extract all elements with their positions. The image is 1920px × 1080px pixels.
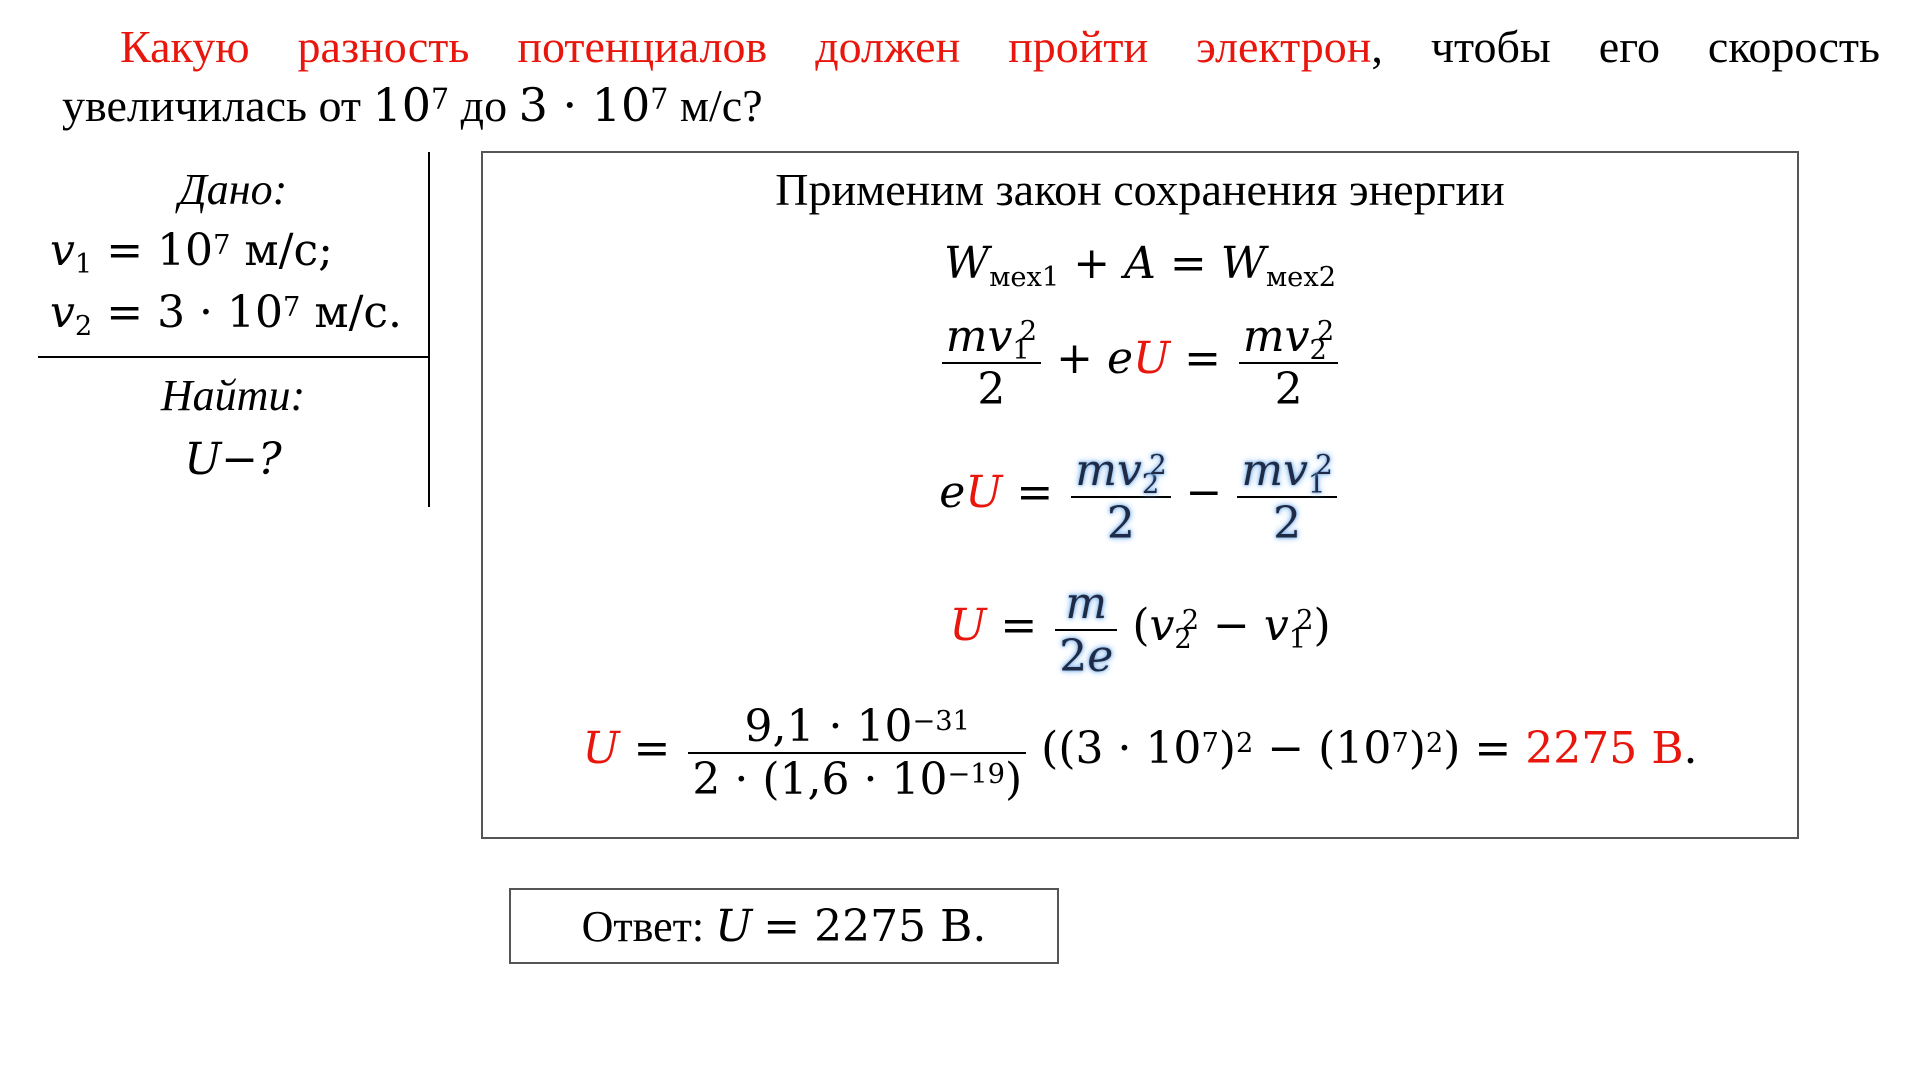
answer-value: = 2275 В. bbox=[763, 900, 987, 952]
solution-heading: Применим закон сохранения энергии bbox=[775, 164, 1505, 215]
given-v1: $v_1 = 10^7$ м/с; bbox=[50, 225, 333, 280]
problem-line-1 bbox=[62, 18, 1880, 76]
given-block bbox=[38, 152, 428, 507]
given-divider-horizontal bbox=[38, 356, 430, 358]
solution-box bbox=[481, 151, 1799, 839]
problem-line-2: увеличилась от $10^7$ до $3 \cdot 10^7$ м/с? bbox=[62, 78, 763, 132]
equation-energy: $W_{мех1} + A = W_{мех2}$ bbox=[943, 238, 1337, 293]
problem-text: , чтобы его скорость bbox=[1371, 21, 1880, 72]
problem-highlight: Какую разность потенциалов должен пройти электрон bbox=[120, 21, 1372, 72]
given-divider-vertical bbox=[428, 152, 430, 507]
equation-kinetic: $\frac{mv_1^2}{2}$ + eU = $\frac{mv_2^2}{2}$ bbox=[483, 311, 1797, 415]
given-title: Дано: bbox=[178, 165, 288, 214]
equation-work: eU = $\frac{mv_2^2}{2}$ − $\frac{mv_1^2}{2}$ bbox=[483, 445, 1797, 549]
result-value: 2275 В bbox=[1525, 723, 1684, 775]
problem-statement bbox=[62, 18, 1880, 135]
answer-label: Ответ: bbox=[581, 901, 705, 951]
find-value: U−? bbox=[184, 434, 282, 485]
equation-numeric: U = $\frac{9,1 \cdot 10^{-31}}{2 \cdot (1,6 \cdot 10^{-19})}$ $((3 \cdot 10^7)^2 - (10^7)^2) = 2275$ В. bbox=[582, 701, 1698, 805]
find-title: Найти: bbox=[160, 371, 306, 420]
equation-voltage: U = $\frac{m}{2e}$ $(v_2^2 - v_1^2)$ bbox=[949, 578, 1331, 682]
answer-box: Ответ: U = 2275 В. bbox=[509, 888, 1059, 964]
given-v2: $v_2 = 3 \cdot 10^7$ м/с. bbox=[50, 287, 403, 342]
